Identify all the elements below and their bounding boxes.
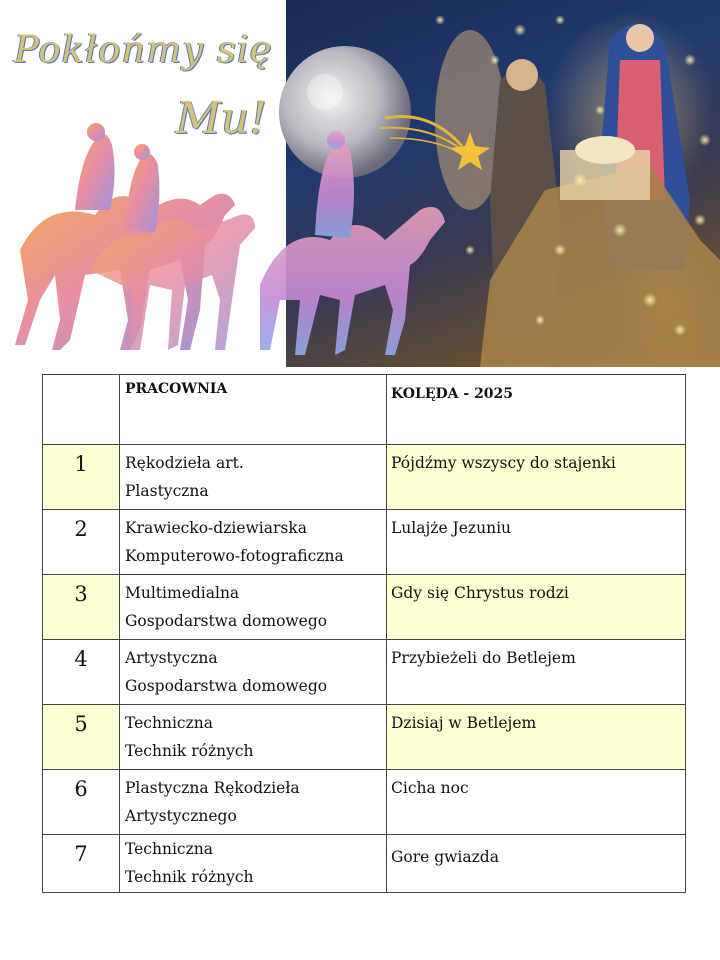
- row-workshop: [120, 510, 387, 575]
- row-number: 7: [43, 835, 120, 893]
- table-row: [43, 510, 686, 575]
- table-row: [43, 445, 686, 510]
- workshop-line1: Artystyczna: [125, 649, 218, 667]
- row-workshop: [120, 445, 387, 510]
- workshop-line1: Rękodzieła art.: [125, 454, 244, 472]
- carols-table: [42, 374, 686, 893]
- workshop-line2: Artystycznego: [125, 807, 237, 825]
- row-workshop: [120, 575, 387, 640]
- banner-title-line2: Mu!: [176, 93, 268, 144]
- three-kings-silhouette: [15, 123, 255, 350]
- table-row: [43, 770, 686, 835]
- header-workshop: PRACOWNIA: [120, 375, 387, 445]
- row-number: 1: [43, 445, 120, 510]
- workshop-line2: Gospodarstwa domowego: [125, 612, 328, 630]
- row-workshop: [120, 640, 387, 705]
- workshop-line2: Gospodarstwa domowego: [125, 677, 328, 695]
- workshop-line2: Technik różnych: [125, 742, 254, 760]
- workshop-line2: Plastyczna: [125, 482, 209, 500]
- header-number: [43, 375, 120, 445]
- row-carol: Przybieżeli do Betlejem: [387, 640, 686, 705]
- table-header-row: [43, 375, 686, 445]
- row-workshop: [120, 705, 387, 770]
- row-number: 5: [43, 705, 120, 770]
- table-row: [43, 705, 686, 770]
- row-number: 4: [43, 640, 120, 705]
- row-carol: Lulajże Jezuniu: [387, 510, 686, 575]
- table-row: [43, 835, 686, 893]
- workshop-line1: Multimedialna: [125, 584, 240, 602]
- table-row: [43, 640, 686, 705]
- table-row: [43, 575, 686, 640]
- row-number: 2: [43, 510, 120, 575]
- header-carol: KOLĘDA - 2025: [387, 375, 686, 445]
- row-carol: Gore gwiazda: [387, 835, 686, 893]
- row-carol: Gdy się Chrystus rodzi: [387, 575, 686, 640]
- workshop-line2: Technik różnych: [125, 868, 254, 886]
- workshop-line1: Krawiecko-dziewiarska: [125, 519, 307, 537]
- nativity-figures: [435, 24, 720, 367]
- row-carol: Dzisiaj w Betlejem: [387, 705, 686, 770]
- row-carol: Cicha noc: [387, 770, 686, 835]
- banner-title-line1: Pokłońmy się: [14, 28, 273, 71]
- row-number: 3: [43, 575, 120, 640]
- row-carol: Pójdźmy wszyscy do stajenki: [387, 445, 686, 510]
- row-number: 6: [43, 770, 120, 835]
- workshop-line1: Techniczna: [125, 840, 213, 858]
- header-banner: [0, 0, 720, 367]
- workshop-line2: Komputerowo-fotograficzna: [125, 547, 344, 565]
- workshop-line1: Plastyczna Rękodzieła: [125, 779, 300, 797]
- workshop-line1: Techniczna: [125, 714, 213, 732]
- row-workshop: [120, 770, 387, 835]
- row-workshop: [120, 835, 387, 893]
